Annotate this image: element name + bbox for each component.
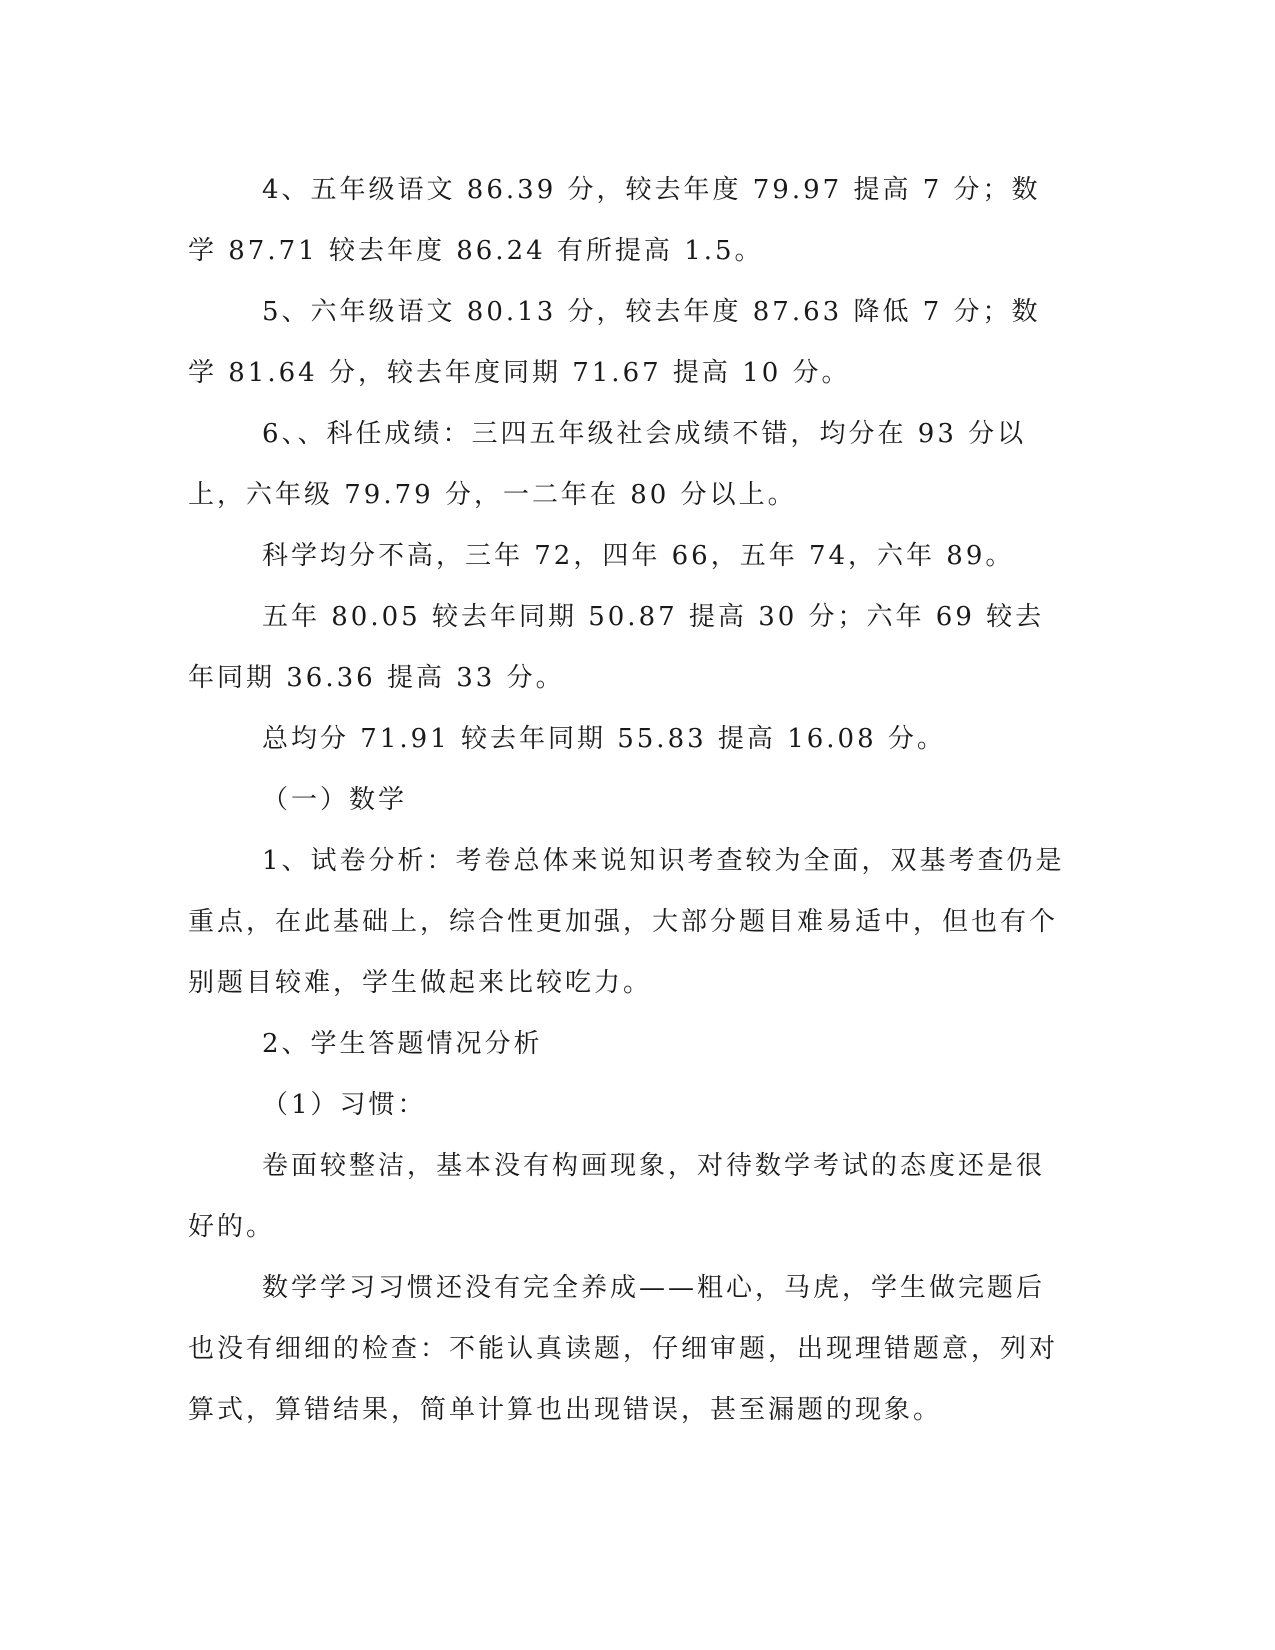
paragraph-grade6-scores: 5、六年级语文 80.13 分，较去年度 87.63 降低 7 分；数学 81.64 分，较去年度同期 71.67 提高 10 分。 [188,297,1041,388]
subheading-answer-analysis: 2、学生答题情况分析 [262,1029,543,1059]
paragraph-science-average: 科学均分不高，三年 72，四年 66，五年 74，六年 89。 [262,541,1015,571]
paragraph-study-habits: 数学学习习惯还没有完全养成——粗心，马虎，学生做完题后也没有细细的检查：不能认真读题，仔细审题，出现理错题意，列对算式，算错结果，简单计算也出现错误，甚至漏题的现象。 [188,1273,1059,1425]
paragraph-grade-comparison: 五年 80.05 较去年同期 50.87 提高 30 分；六年 69 较去年同期 36.36 提高 33 分。 [188,602,1045,693]
subheading-habits: （1）习惯： [262,1090,427,1120]
paragraph-grade5-scores: 4、五年级语文 86.39 分，较去年度 79.97 提高 7 分；数学 87.71 较去年度 86.24 有所提高 1.5。 [188,175,1041,266]
paragraph-subject-teacher-scores: 6、、科任成绩：三四五年级社会成绩不错，均分在 93 分以上，六年级 79.79 分，一二年在 80 分以上。 [188,419,1027,510]
paragraph-neatness: 卷面较整洁，基本没有构画现象，对待数学考试的态度还是很好的。 [188,1151,1046,1242]
paragraph-total-average: 总均分 71.91 较去年同期 55.83 提高 16.08 分。 [262,724,946,754]
document-page [188,160,1068,1441]
paragraph-paper-analysis: 1、试卷分析：考卷总体来说知识考查较为全面，双基考查仍是重点，在此基础上，综合性更加强，大部分题目难易适中，但也有个别题目较难，学生做起来比较吃力。 [188,846,1065,998]
section-heading-math: （一）数学 [262,785,408,815]
